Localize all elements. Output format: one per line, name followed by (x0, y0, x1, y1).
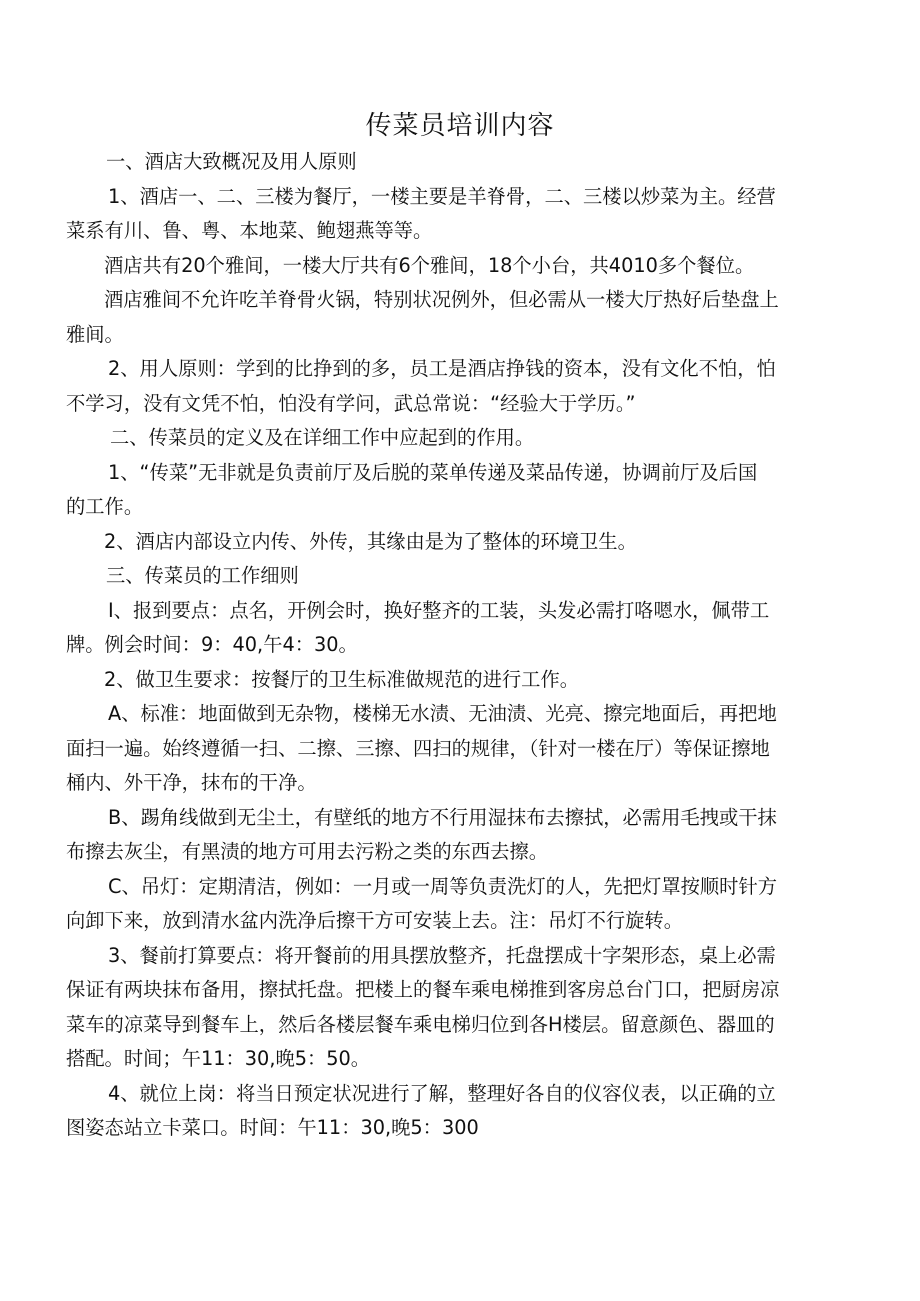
paragraph-line: A、标准：地面做到无杂物，楼梯无水渍、无油渍、光亮、擦完地面后，再把地 (108, 702, 777, 725)
paragraph-line: 酒店雅间不允许吃羊脊骨火锅，特别状况例外，但必需从一楼大厅热好后垫盘上 (104, 288, 779, 311)
page-title: 传菜员培训内容 (365, 111, 555, 141)
paragraph-line: 4、就位上岗：将当日预定状况进行了解，整理好各自的仪容仪表，以正确的立 (108, 1081, 776, 1105)
paragraph-line: 向卸下来，放到清水盆内洗净后擦干方可安装上去。注：吊灯不行旋转。 (66, 909, 683, 932)
paragraph-line: 1、“传菜”无非就是负责前厅及后脱的菜单传递及菜品传递，协调前厅及后国 (108, 460, 758, 484)
paragraph-line: 的工作。 (66, 495, 144, 518)
paragraph-line: C、吊灯：定期清洁，例如：一月或一周等负责洗灯的人，先把灯罩按顺时针方 (108, 874, 778, 898)
paragraph-line: 桶内、外干净，抹布的干净。 (66, 771, 317, 794)
section-heading-1: 一、酒店大致概况及用人原则 (106, 150, 357, 173)
paragraph-line: 酒店共有20个雅间，一楼大厅共有6个雅间，18个小台，共4010多个餐位。 (104, 253, 755, 277)
paragraph-line: B、踢角线做到无尘土，有壁纸的地方不行用湿抹布去擦拭，必需用毛拽或干抹 (108, 805, 777, 829)
paragraph-line: 1、酒店一、二、三楼为餐厅，一楼主要是羊脊骨，二、三楼以炒菜为主。经营 (108, 184, 776, 208)
document-body (66, 145, 866, 1146)
paragraph-line: 2、用人原则：学到的比挣到的多，员工是酒店挣钱的资本，没有文化不怕，怕 (108, 357, 776, 380)
paragraph-line: 2、做卫生要求：按餐厅的卫生标准做规范的进行工作。 (104, 667, 580, 691)
paragraph-line: 布擦去灰尘，有黑渍的地方可用去污粉之类的东西去擦。 (66, 840, 549, 863)
paragraph-line: 不学习，没有文凭不怕，怕没有学问，武总常说：“经验大于学历。” (66, 391, 636, 415)
section-heading-2: 二、传菜员的定义及在详细工作中应起到的作用。 (110, 426, 535, 449)
paragraph-line: 搭配。时间；午11：30,晚5：50。 (66, 1047, 371, 1070)
paragraph-line: 保证有两块抹布备用，擦拭托盘。把楼上的餐车乘电梯推到客房总台门口，把厨房凉 (66, 978, 780, 1001)
paragraph-line: 牌。例会时间：9：40,午4：30。 (66, 633, 358, 656)
paragraph-line: 2、酒店内部设立内传、外传，其缘由是为了整体的环境卫生。 (104, 529, 637, 553)
paragraph-line: 3、餐前打算要点：将开餐前的用具摆放整齐，托盘摆成十字架形态，桌上必需 (108, 943, 776, 967)
paragraph-line: I、报到要点：点名，开例会时，换好整齐的工装，头发必需打咯嗯水，佩带工 (108, 598, 770, 622)
paragraph-line: 雅间。 (66, 322, 124, 346)
paragraph-line: 图姿态站立卡菜口。时间：午11：30,晚5：300 (66, 1116, 479, 1139)
paragraph-line: 菜系有川、鲁、粤、本地菜、鲍翅燕等等。 (66, 219, 433, 242)
paragraph-line: 面扫一遍。始终遵循一扫、二擦、三擦、四扫的规律，（针对一楼在厅）等保证擦地 (66, 736, 770, 760)
section-heading-3: 三、传菜员的工作细则 (106, 564, 299, 587)
paragraph-line: 菜车的凉菜导到餐车上，然后各楼层餐车乘电梯归位到各H楼层。留意颜色、器皿的 (66, 1012, 775, 1036)
